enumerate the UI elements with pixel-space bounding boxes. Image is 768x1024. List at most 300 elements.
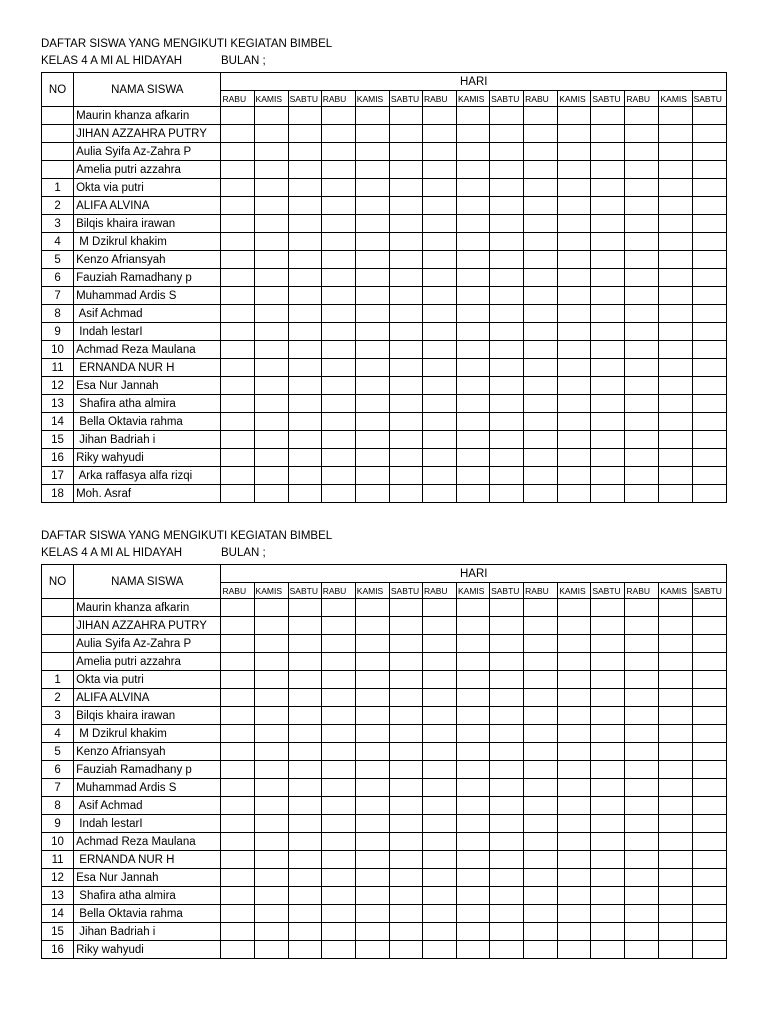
attendance-cell [457,725,490,743]
attendance-cell [288,431,321,449]
attendance-cell [591,941,625,959]
attendance-cell [355,671,389,689]
student-name: Muhammad Ardis S [74,287,221,305]
student-name: Indah lestarI [74,815,221,833]
attendance-cell [558,635,591,653]
attendance-cell [692,797,726,815]
day-header-kamis: KAMIS [659,583,692,599]
attendance-cell [321,269,355,287]
attendance-cell [625,143,659,161]
attendance-cell [422,725,456,743]
attendance-cell [389,869,422,887]
attendance-cell [422,941,456,959]
attendance-cell [625,743,659,761]
attendance-cell [591,305,625,323]
attendance-cell [591,635,625,653]
attendance-cell [221,599,254,617]
attendance-cell [591,143,625,161]
table-row [42,779,727,797]
attendance-cell [457,431,490,449]
attendance-cell [625,269,659,287]
day-header-sabtu: SABTU [692,91,726,107]
attendance-cell [254,215,288,233]
attendance-cell [457,653,490,671]
row-number: 4 [42,725,74,743]
attendance-cell [457,161,490,179]
student-name: Okta via putri [74,671,221,689]
attendance-cell [422,215,456,233]
attendance-cell [321,179,355,197]
attendance-cell [524,779,558,797]
student-name: Moh. Asraf [74,485,221,503]
attendance-cell [254,161,288,179]
attendance-cell [422,707,456,725]
attendance-cell [254,833,288,851]
attendance-cell [288,161,321,179]
attendance-cell [422,815,456,833]
attendance-cell [457,617,490,635]
attendance-cell [422,797,456,815]
attendance-cell [288,905,321,923]
table-row [42,305,727,323]
attendance-cell [254,125,288,143]
attendance-cell [422,377,456,395]
attendance-cell [321,431,355,449]
attendance-cell [692,305,726,323]
attendance-cell [254,905,288,923]
attendance-cell [659,341,692,359]
attendance-cell [558,485,591,503]
day-header-kamis: KAMIS [254,583,288,599]
attendance-table [41,72,727,503]
attendance-cell [254,323,288,341]
attendance-cell [625,251,659,269]
attendance-cell [457,341,490,359]
attendance-cell [422,869,456,887]
attendance-cell [221,125,254,143]
header-no: NO [42,73,74,107]
attendance-cell [692,323,726,341]
attendance-cell [221,485,254,503]
attendance-cell [321,941,355,959]
row-number: 7 [42,287,74,305]
attendance-cell [625,179,659,197]
header-no: NO [42,565,74,599]
attendance-cell [422,431,456,449]
student-name: Kenzo Afriansyah [74,743,221,761]
attendance-cell [355,689,389,707]
table-row [42,833,727,851]
attendance-cell [221,941,254,959]
attendance-cell [591,905,625,923]
row-number [42,161,74,179]
row-number: 12 [42,869,74,887]
attendance-cell [524,635,558,653]
attendance-cell [221,161,254,179]
attendance-cell [659,869,692,887]
attendance-cell [355,815,389,833]
attendance-cell [490,833,524,851]
student-name: Esa Nur Jannah [74,869,221,887]
attendance-cell [625,671,659,689]
attendance-cell [659,125,692,143]
attendance-cell [389,107,422,125]
attendance-cell [659,851,692,869]
attendance-cell [254,287,288,305]
student-name: Asif Achmad [74,305,221,323]
student-name: JIHAN AZZAHRA PUTRY [74,125,221,143]
attendance-cell [321,251,355,269]
day-header-rabu: RABU [221,91,254,107]
attendance-cell [524,887,558,905]
attendance-cell [355,887,389,905]
attendance-cell [558,941,591,959]
attendance-cell [625,707,659,725]
student-rows [42,107,727,503]
row-number: 14 [42,905,74,923]
attendance-cell [422,125,456,143]
table-row [42,125,727,143]
attendance-cell [490,251,524,269]
attendance-cell [558,689,591,707]
attendance-cell [524,617,558,635]
attendance-cell [355,485,389,503]
attendance-cell [490,431,524,449]
attendance-cell [355,359,389,377]
attendance-cell [221,413,254,431]
attendance-cell [524,653,558,671]
day-header-rabu: RABU [524,583,558,599]
attendance-cell [524,287,558,305]
attendance-cell [490,467,524,485]
attendance-cell [221,449,254,467]
attendance-cell [659,485,692,503]
day-header-kamis: KAMIS [457,583,490,599]
attendance-cell [321,923,355,941]
day-header-rabu: RABU [422,583,456,599]
attendance-cell [457,233,490,251]
attendance-cell [490,377,524,395]
attendance-cell [490,707,524,725]
attendance-cell [355,413,389,431]
attendance-cell [591,671,625,689]
attendance-cell [558,653,591,671]
attendance-cell [558,251,591,269]
day-header-rabu: RABU [221,583,254,599]
day-header-sabtu: SABTU [692,583,726,599]
attendance-cell [254,107,288,125]
attendance-cell [457,485,490,503]
attendance-cell [659,431,692,449]
attendance-cell [692,125,726,143]
day-header-sabtu: SABTU [389,91,422,107]
attendance-cell [254,431,288,449]
attendance-cell [457,779,490,797]
student-name: Fauziah Ramadhany p [74,761,221,779]
attendance-cell [389,323,422,341]
attendance-cell [355,215,389,233]
attendance-cell [591,485,625,503]
attendance-cell [490,485,524,503]
attendance-cell [221,305,254,323]
attendance-cell [692,107,726,125]
attendance-cell [355,761,389,779]
attendance-cell [558,107,591,125]
attendance-cell [355,125,389,143]
attendance-cell [490,797,524,815]
attendance-cell [422,161,456,179]
attendance-table [41,564,727,959]
row-number: 3 [42,215,74,233]
attendance-cell [558,617,591,635]
attendance-cell [355,179,389,197]
attendance-cell [254,269,288,287]
day-header-rabu: RABU [625,583,659,599]
student-name: Jihan Badriah i [74,431,221,449]
attendance-cell [558,923,591,941]
row-number: 16 [42,941,74,959]
attendance-cell [422,197,456,215]
attendance-cell [221,689,254,707]
attendance-cell [490,305,524,323]
attendance-cell [288,251,321,269]
attendance-cell [524,905,558,923]
attendance-cell [524,305,558,323]
class-label: KELAS 4 A MI AL HIDAYAH [41,547,183,559]
attendance-cell [659,197,692,215]
attendance-cell [692,251,726,269]
table-row [42,653,727,671]
attendance-cell [490,125,524,143]
attendance-cell [558,143,591,161]
attendance-cell [490,323,524,341]
attendance-cell [524,449,558,467]
attendance-cell [692,341,726,359]
row-number [42,653,74,671]
attendance-cell [389,851,422,869]
attendance-cell [659,269,692,287]
attendance-cell [692,671,726,689]
attendance-cell [457,887,490,905]
day-header-sabtu: SABTU [591,91,625,107]
attendance-cell [221,887,254,905]
header-hari: HARI [221,565,727,583]
attendance-cell [389,431,422,449]
attendance-cell [288,869,321,887]
attendance-cell [490,905,524,923]
day-header-sabtu: SABTU [389,583,422,599]
attendance-cell [221,725,254,743]
student-name: Okta via putri [74,179,221,197]
attendance-cell [422,671,456,689]
attendance-cell [422,143,456,161]
attendance-cell [625,725,659,743]
attendance-cell [457,923,490,941]
attendance-cell [254,305,288,323]
attendance-cell [422,395,456,413]
attendance-cell [355,599,389,617]
attendance-cell [254,413,288,431]
attendance-cell [659,287,692,305]
attendance-cell [254,467,288,485]
row-number: 5 [42,251,74,269]
attendance-cell [659,359,692,377]
student-name: Aulia Syifa Az-Zahra P [74,143,221,161]
attendance-cell [625,833,659,851]
attendance-cell [591,251,625,269]
attendance-cell [558,671,591,689]
attendance-cell [422,743,456,761]
attendance-cell [692,449,726,467]
attendance-cell [321,671,355,689]
attendance-cell [692,815,726,833]
attendance-cell [524,671,558,689]
attendance-cell [659,779,692,797]
attendance-cell [288,485,321,503]
table-row [42,431,727,449]
attendance-cell [254,233,288,251]
attendance-cell [221,617,254,635]
attendance-cell [625,599,659,617]
attendance-cell [558,761,591,779]
attendance-cell [490,869,524,887]
attendance-cell [221,431,254,449]
attendance-cell [524,707,558,725]
student-name: ERNANDA NUR H [74,851,221,869]
attendance-cell [221,905,254,923]
attendance-cell [490,413,524,431]
attendance-cell [524,431,558,449]
attendance-cell [389,653,422,671]
attendance-cell [692,467,726,485]
attendance-cell [625,287,659,305]
attendance-cell [692,941,726,959]
attendance-cell [692,707,726,725]
attendance-cell [524,815,558,833]
attendance-cell [659,305,692,323]
attendance-cell [659,887,692,905]
table-row [42,707,727,725]
attendance-cell [490,851,524,869]
table-row [42,797,727,815]
attendance-cell [321,161,355,179]
row-number: 14 [42,413,74,431]
attendance-cell [321,467,355,485]
attendance-cell [254,599,288,617]
attendance-cell [490,599,524,617]
attendance-cell [457,323,490,341]
attendance-cell [422,359,456,377]
attendance-cell [625,905,659,923]
attendance-cell [524,179,558,197]
table-row [42,107,727,125]
attendance-cell [422,887,456,905]
attendance-cell [389,761,422,779]
row-number: 2 [42,689,74,707]
attendance-cell [288,143,321,161]
attendance-cell [321,599,355,617]
attendance-cell [254,251,288,269]
attendance-cell [321,761,355,779]
row-number [42,143,74,161]
attendance-cell [524,233,558,251]
attendance-cell [321,215,355,233]
attendance-cell [524,197,558,215]
table-row [42,413,727,431]
attendance-cell [490,233,524,251]
attendance-cell [389,599,422,617]
attendance-cell [524,323,558,341]
attendance-cell [625,635,659,653]
attendance-cell [625,779,659,797]
attendance-cell [254,341,288,359]
attendance-cell [221,395,254,413]
table-row [42,851,727,869]
attendance-cell [457,851,490,869]
attendance-cell [490,143,524,161]
row-number: 13 [42,395,74,413]
attendance-cell [355,161,389,179]
attendance-cell [490,395,524,413]
row-number: 4 [42,233,74,251]
attendance-cell [457,467,490,485]
table-row [42,359,727,377]
attendance-cell [558,707,591,725]
attendance-cell [591,851,625,869]
day-header-rabu: RABU [321,583,355,599]
table-row [42,161,727,179]
table-row [42,251,727,269]
attendance-cell [355,143,389,161]
attendance-cell [591,413,625,431]
row-number: 6 [42,761,74,779]
attendance-cell [321,815,355,833]
row-number: 1 [42,179,74,197]
student-name: Maurin khanza afkarin [74,107,221,125]
attendance-cell [524,761,558,779]
attendance-cell [625,395,659,413]
attendance-cell [591,161,625,179]
attendance-cell [389,833,422,851]
attendance-cell [524,743,558,761]
attendance-cell [321,905,355,923]
attendance-cell [422,923,456,941]
attendance-cell [288,797,321,815]
attendance-cell [659,743,692,761]
attendance-cell [591,653,625,671]
attendance-cell [558,323,591,341]
attendance-cell [288,599,321,617]
attendance-cell [659,617,692,635]
attendance-cell [321,617,355,635]
attendance-cell [355,779,389,797]
attendance-cell [692,779,726,797]
attendance-cell [288,743,321,761]
attendance-cell [254,743,288,761]
student-name: Achmad Reza Maulana [74,341,221,359]
table-row [42,869,727,887]
attendance-cell [591,269,625,287]
attendance-cell [558,599,591,617]
day-header-rabu: RABU [422,91,456,107]
attendance-cell [288,413,321,431]
attendance-cell [355,869,389,887]
table-row [42,395,727,413]
attendance-cell [422,179,456,197]
student-name: ALIFA ALVINA [74,689,221,707]
attendance-cell [524,833,558,851]
attendance-cell [355,431,389,449]
